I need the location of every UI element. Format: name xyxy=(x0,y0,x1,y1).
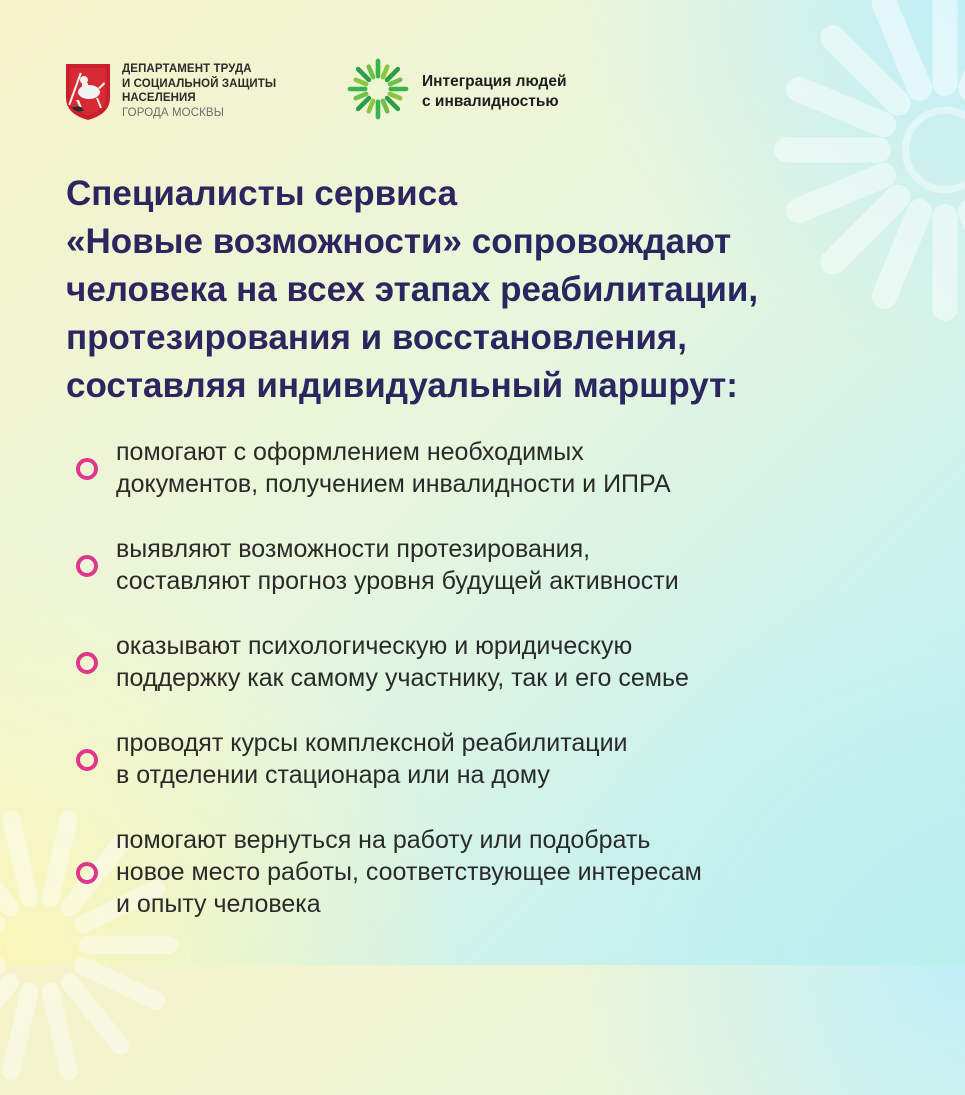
list-item xyxy=(74,630,934,727)
burst-ray xyxy=(0,970,23,1059)
list-item-line: проводят курсы комплексной реабилитации xyxy=(116,729,628,757)
list-item-line: оказывают психологическую и юридическую xyxy=(116,632,633,660)
headline xyxy=(66,170,926,410)
moscow-coat-of-arms-icon xyxy=(62,58,114,122)
burst-ray xyxy=(932,204,957,321)
list-item-line: составляют прогноз уровня будущей активности xyxy=(116,567,679,595)
services-list xyxy=(74,436,934,934)
logo-ray xyxy=(348,87,368,92)
burst-ray xyxy=(79,936,178,954)
department-line: ДЕПАРТАМЕНТ ТРУДА xyxy=(122,63,252,75)
list-item-line: выявляют возможности протезирования, xyxy=(116,535,591,563)
logo-ray xyxy=(376,59,381,79)
list-item-text xyxy=(116,727,934,791)
headline-line: протезирования и восстановления, xyxy=(66,318,687,357)
burst-ray xyxy=(0,936,1,954)
burst-ray xyxy=(868,0,936,105)
list-item-line: помогают с оформлением необходимых xyxy=(116,438,584,466)
headline-line: человека на всех этапах реабилитации, xyxy=(66,270,759,309)
burst-ray xyxy=(954,195,965,313)
green-burst-logo-icon xyxy=(345,56,411,122)
list-item-line: в отделении стационара или на дому xyxy=(116,761,550,789)
list-item-text xyxy=(116,824,934,920)
burst-ray xyxy=(954,0,965,105)
logo-ray xyxy=(389,87,409,92)
list-item xyxy=(74,533,934,630)
headline-line: составляя индивидуальный маршрут: xyxy=(66,366,738,405)
department-city-line: ГОРОДА МОСКВЫ xyxy=(122,106,224,119)
department-line: И СОЦИАЛЬНОЙ ЗАЩИТЫ xyxy=(122,77,277,90)
department-name xyxy=(122,62,322,120)
list-item-text xyxy=(116,436,934,500)
list-item xyxy=(74,436,934,533)
burst-ray xyxy=(782,73,900,141)
logo-ray xyxy=(376,100,381,120)
department-line: НАСЕЛЕНИЯ xyxy=(122,92,196,104)
list-item-line: помогают вернуться на работу или подобрать xyxy=(116,826,651,854)
list-item-line: и опыту человека xyxy=(116,890,321,918)
project-name-line: с инвалидностью xyxy=(422,93,559,110)
project-name xyxy=(422,72,642,112)
burst-ray xyxy=(932,0,957,96)
list-item xyxy=(74,824,934,934)
ring-bullet-icon xyxy=(76,862,98,884)
ring-bullet-icon xyxy=(76,652,98,674)
burst-ray xyxy=(774,137,891,162)
burst-ray xyxy=(0,831,23,920)
burst-ray xyxy=(40,981,80,1082)
list-item-line: поддержку как самому участнику, так и его семье xyxy=(116,664,689,692)
header xyxy=(62,56,662,126)
list-item-text xyxy=(116,630,934,694)
ring-bullet-icon xyxy=(76,749,98,771)
burst-ray xyxy=(815,20,916,121)
burst-ray xyxy=(1,808,41,909)
project-name-line: Интеграция людей xyxy=(422,73,567,90)
burst-ray xyxy=(0,877,9,936)
burst-ray xyxy=(1,981,41,1082)
list-item-text xyxy=(116,533,934,597)
burst-ray xyxy=(0,954,9,1013)
burst-ray xyxy=(57,970,133,1059)
list-item xyxy=(74,727,934,824)
ring-bullet-icon xyxy=(76,458,98,480)
ring-bullet-icon xyxy=(76,555,98,577)
list-item-line: документов, получением инвалидности и ИПРА xyxy=(116,470,671,498)
headline-line: «Новые возможности» сопровождают xyxy=(66,222,732,261)
headline-line: Специалисты сервиса xyxy=(66,174,458,213)
list-item-line: новое место работы, соответствующее интересам xyxy=(116,858,702,886)
burst-ray xyxy=(71,954,168,1013)
